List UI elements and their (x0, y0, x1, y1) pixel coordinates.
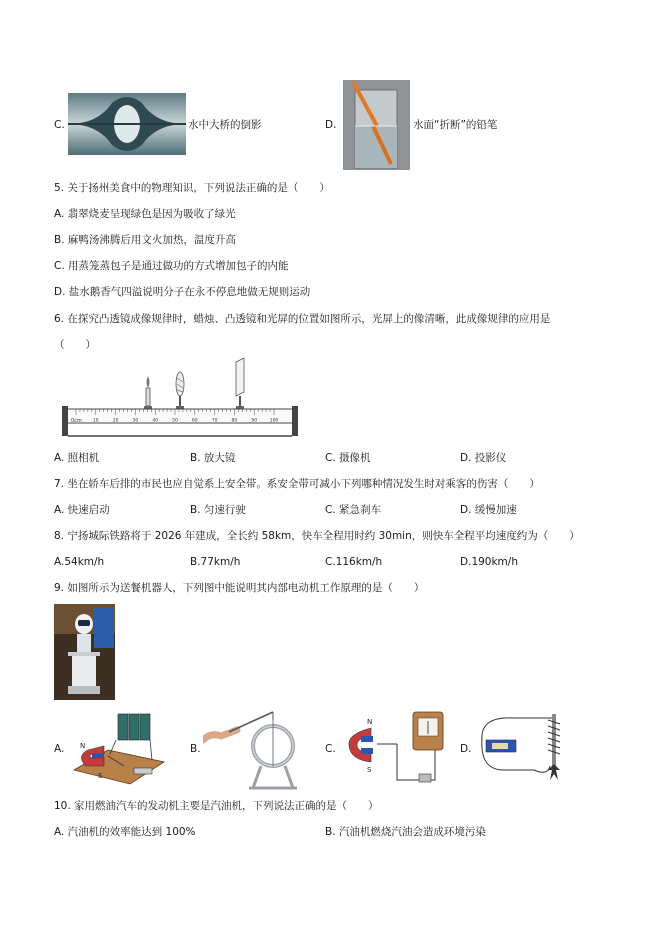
q6-option-b: B. 放大镜 (190, 452, 236, 464)
ruler-tick-label: 90 (251, 418, 258, 424)
q8-stem: 8. 宁扬城际铁路将于 2026 年建成，全长约 58km，快车全程用时约 30min，则快车全程平均速度约为（ ） (54, 530, 580, 542)
ruler-tick-label: 30 (132, 418, 139, 424)
ruler-unit-label: 0cm (71, 418, 82, 424)
q7-option-d: D. 缓慢加速 (460, 504, 517, 516)
q7-option-b: B. 匀速行驶 (190, 504, 246, 516)
q8-option-d (460, 555, 518, 569)
q9-option-b-letter: B. (190, 743, 201, 755)
svg-text:S: S (367, 766, 372, 774)
q7-stem: 7. 坐在轿车后排的市民也应自觉系上安全带。系安全带可减小下列哪种情况发生时对乘客的伤害（ ） (54, 478, 540, 490)
q5-option-c: C. 用蒸笼蒸包子是通过做功的方式增加包子的内能 (54, 260, 289, 272)
convex-lens-icon (176, 372, 184, 409)
svg-text:S: S (98, 772, 103, 780)
ruler-tick-label: 10 (92, 418, 99, 424)
q8-option-a (54, 555, 104, 569)
q8-option-d-letter: D. (460, 556, 472, 568)
q8-option-a-letter: A. (54, 556, 65, 568)
ruler-tick-label: 80 (231, 418, 238, 424)
q9-robot-photo (54, 604, 115, 700)
q10-option-b: B. 汽油机燃烧汽油会造成环境污染 (325, 826, 486, 838)
q5-option-a: A. 翡翠烧麦呈现绿色是因为吸收了绿光 (54, 208, 236, 220)
q4-option-c-text: 水中大桥的倒影 (188, 119, 262, 131)
q9-option-a-letter: A. (54, 743, 65, 755)
ruler-tick-label: 40 (152, 418, 159, 424)
q8-option-b-value: 77km/h (200, 556, 241, 568)
q9-option-a-diagram (68, 710, 176, 792)
ruler-tick-label: 50 (172, 418, 178, 424)
q5-stem: 5. 关于扬州美食中的物理知识，下列说法正确的是（ ） (54, 182, 330, 194)
q9-stem: 9. 如图所示为送餐机器人，下列图中能说明其内部电动机工作原理的是（ ） (54, 582, 425, 594)
q4-bridge-reflection-image (68, 93, 186, 155)
q6-option-a: A. 照相机 (54, 452, 100, 464)
q8-option-c-value: 116km/h (335, 556, 383, 568)
svg-text:N: N (367, 718, 373, 726)
q4-option-d-letter: D. (325, 119, 337, 131)
q8-option-c (325, 555, 382, 569)
q9-option-d-diagram (474, 710, 584, 790)
ruler-tick-label: 70 (211, 418, 218, 424)
q10-option-a: A. 汽油机的效率能达到 100% (54, 826, 196, 838)
q8-option-a-value: 54km/h (64, 556, 105, 568)
q8-option-c-letter: C. (325, 556, 336, 568)
q7-option-c: C. 紧急刹车 (325, 504, 382, 516)
q7-option-a: A. 快速启动 (54, 504, 110, 516)
q9-option-d-letter: D. (460, 743, 472, 755)
light-screen-icon (236, 358, 244, 409)
q9-option-c-diagram (339, 708, 451, 790)
q8-option-b-letter: B. (190, 556, 201, 568)
q8-option-b (190, 555, 240, 569)
q6-stem-line2: （ ） (54, 339, 96, 351)
q10-stem: 10. 家用燃油汽车的发动机主要是汽油机，下列说法正确的是（ ） (54, 800, 379, 812)
q4-option-d-text: 水面“折断”的铅笔 (413, 119, 498, 131)
ruler-tick-label: 20 (112, 418, 119, 424)
q4-option-c-letter: C. (54, 119, 65, 131)
q6-option-c: C. 摄像机 (325, 452, 371, 464)
svg-text:N: N (80, 742, 86, 750)
q5-option-b: B. 麻鸭汤沸腾后用文火加热，温度升高 (54, 234, 236, 246)
q6-optical-bench-diagram (60, 356, 300, 440)
q9-option-b-diagram (203, 706, 303, 792)
candle-icon (144, 376, 152, 409)
q6-stem-line1: 6. 在探究凸透镜成像规律时，蜡烛、凸透镜和光屏的位置如图所示，光屏上的像清晰，此成像规律的应用是 (54, 313, 551, 325)
q6-option-d: D. 投影仪 (460, 452, 507, 464)
ruler-tick-label: 100 (269, 418, 279, 424)
q9-option-c-letter: C. (325, 743, 336, 755)
q5-option-d: D. 盐水鹅香气四溢说明分子在永不停息地做无规则运动 (54, 286, 311, 298)
ruler-tick-label: 60 (191, 418, 198, 424)
q8-option-d-value: 190km/h (471, 556, 518, 568)
q4-pencil-in-water-image (343, 80, 410, 170)
